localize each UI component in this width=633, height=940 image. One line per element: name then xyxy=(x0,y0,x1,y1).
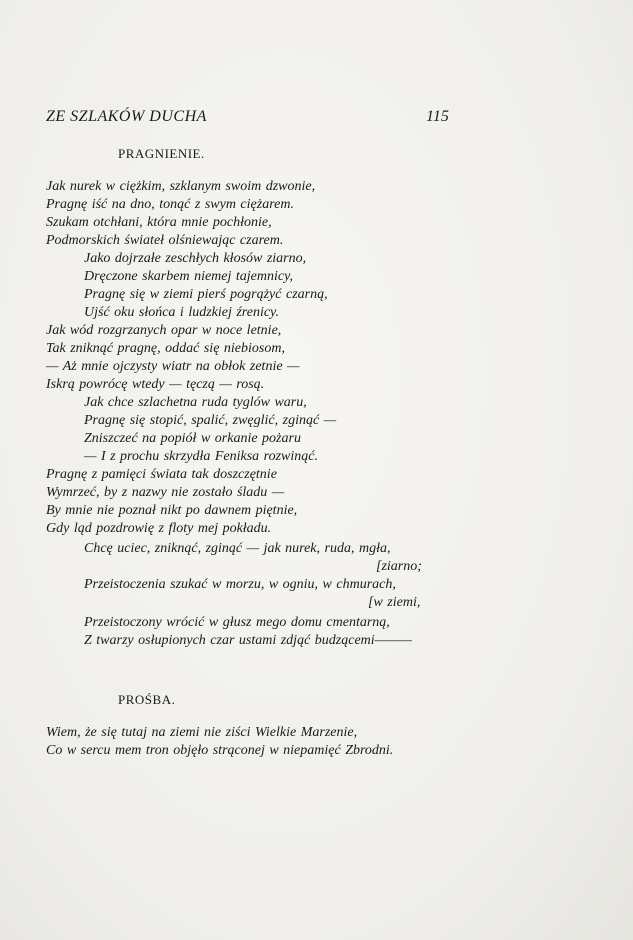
poem-line: Z twarzy osłupionych czar ustami zdjąć budzącemi——— xyxy=(84,633,412,648)
poem-line: Pragnę się w ziemi pierś pogrążyć czarną, xyxy=(84,287,328,302)
poem-line-continuation: [ziarno; xyxy=(376,559,422,574)
poem-line: Dręczone skarbem niemej tajemnicy, xyxy=(84,269,294,284)
poem-line: Wiem, że się tutaj na ziemi nie ziści Wielkie Marzenie, xyxy=(46,725,358,740)
poem-line: Zniszczeć na popiół w orkanie pożaru xyxy=(84,431,301,446)
poem-line: Jako dojrzałe zeschłych kłosów ziarno, xyxy=(84,251,307,266)
poem-line: Pragnę się stopić, spalić, zwęglić, zginąć — xyxy=(84,413,337,428)
poem-line-continuation: [w ziemi, xyxy=(368,595,421,610)
poem-line: Przeistoczony wrócić w głusz mego domu cmentarną, xyxy=(84,615,390,630)
poem-line: Pragnę z pamięci świata tak doszczętnie xyxy=(46,467,277,482)
poem-line: Jak chce szlachetna ruda tyglów waru, xyxy=(84,395,307,410)
poem-line: — Aż mnie ojczysty wiatr na obłok zetnie — xyxy=(46,359,300,374)
poem-line: Co w sercu mem tron objęło strąconej w niepamięć Zbrodni. xyxy=(46,743,394,758)
poem-line: Pragnę iść na dno, tonąć z swym ciężarem. xyxy=(46,197,294,212)
poem-line: Wymrzeć, by z nazwy nie zostało śladu — xyxy=(46,485,285,500)
poem-line: Gdy ląd pozdrowię z floty mej pokładu. xyxy=(46,521,272,536)
poem-title-pragnienie: PRAGNIENIE. xyxy=(118,146,205,161)
poem-line: Tak zniknąć pragnę, oddać się niebiosom, xyxy=(46,341,285,356)
poem-line: Przeistoczenia szukać w morzu, w ogniu, w chmurach, xyxy=(84,577,396,592)
poem-line: Szukam otchłani, która mnie pochłonie, xyxy=(46,215,272,230)
poem-line: By mnie nie poznał nikt po dawnem piętnie, xyxy=(46,503,298,518)
poem-title-prosba: PROŚBA. xyxy=(118,692,176,707)
poem-line: Jak nurek w ciężkim, szklanym swoim dzwonie, xyxy=(46,179,316,194)
running-title: ZE SZLAKÓW DUCHA xyxy=(46,108,207,125)
poem-line: Chcę uciec, zniknąć, zginąć — jak nurek, ruda, mgła, xyxy=(84,541,391,556)
poem-line: Iskrą powrócę wtedy — tęczą — rosą. xyxy=(46,377,265,392)
poem-line: Ujść oku słońca i ludzkiej źrenicy. xyxy=(84,305,279,320)
poem-line: Jak wód rozgrzanych opar w noce letnie, xyxy=(46,323,282,338)
poem-line: — I z prochu skrzydła Feniksa rozwinąć. xyxy=(84,449,318,464)
page-number: 115 xyxy=(426,108,449,125)
poem-line: Podmorskich świateł olśniewając czarem. xyxy=(46,233,284,248)
